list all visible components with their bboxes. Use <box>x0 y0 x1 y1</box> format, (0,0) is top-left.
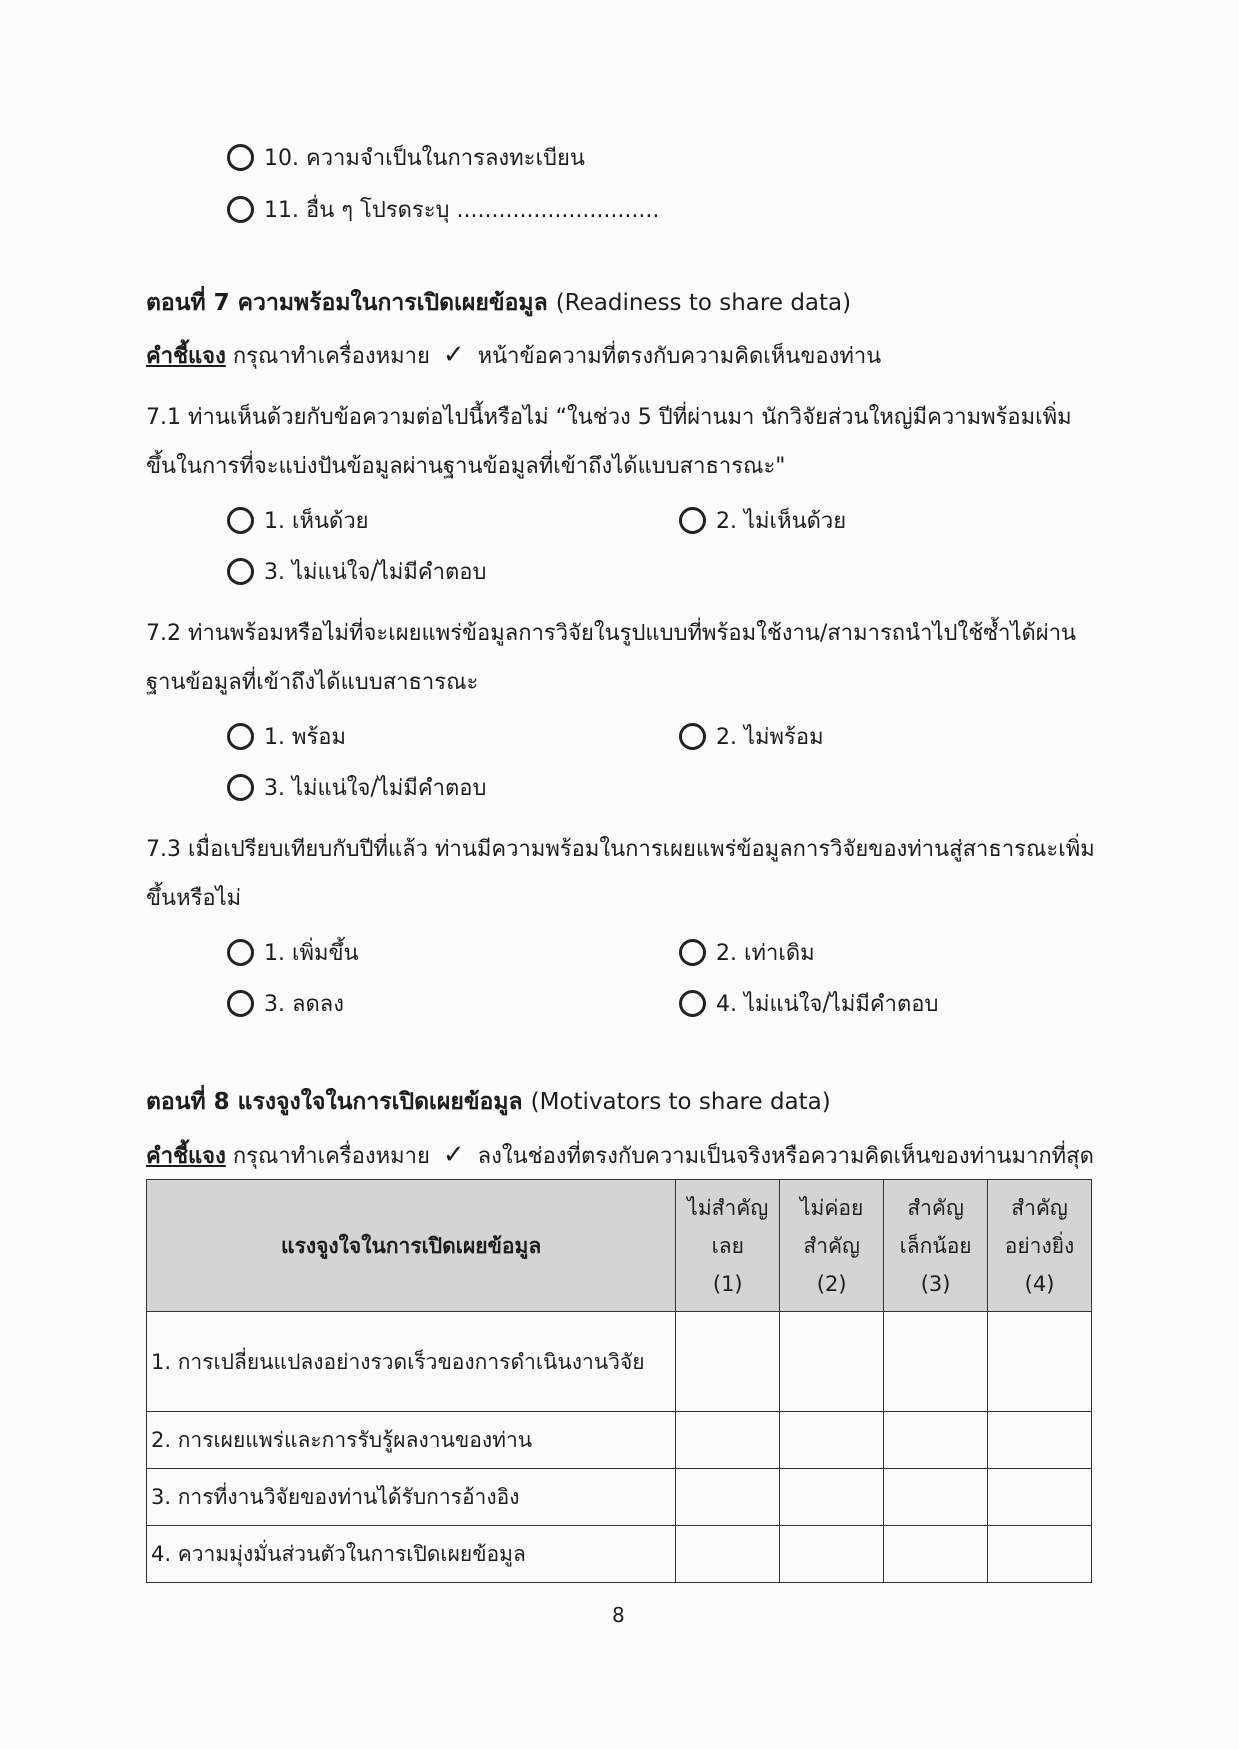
option-label: 10. ความจำเป็นในการลงทะเบียน <box>264 146 585 171</box>
header-line: เลย <box>711 1233 744 1258</box>
radio-circle-icon[interactable] <box>679 507 706 534</box>
radio-circle-icon[interactable] <box>227 990 254 1017</box>
table-row <box>147 1312 1092 1412</box>
option-label: 11. อื่น ๆ โปรดระบุ ............................. <box>264 198 660 223</box>
instruction-text-pre: กรุณาทำเครื่องหมาย <box>232 1144 430 1169</box>
instruction-text-post: ลงในช่องที่ตรงกับความเป็นจริงหรือความคิดเห็นของท่านมากที่สุด <box>477 1144 1094 1169</box>
section-7-title-en: (Readiness to share data) <box>555 290 852 316</box>
option-item[interactable] <box>679 719 824 754</box>
table-row <box>147 1412 1092 1469</box>
table-header-row <box>147 1180 1092 1312</box>
header-very-important <box>988 1180 1092 1312</box>
header-line: สำคัญ <box>907 1195 964 1220</box>
option-label: 3. ไม่แน่ใจ/ไม่มีคำตอบ <box>264 776 487 801</box>
option-item[interactable] <box>679 986 938 1021</box>
instruction-label: คำชี้แจง <box>146 344 226 369</box>
header-line: (4) <box>1024 1271 1055 1296</box>
instruction-label: คำชี้แจง <box>146 1144 226 1169</box>
section-7-heading <box>146 285 851 321</box>
rating-cell[interactable] <box>780 1312 884 1412</box>
option-item[interactable] <box>679 503 846 538</box>
rating-cell[interactable] <box>780 1412 884 1469</box>
option-item[interactable] <box>227 140 585 175</box>
page-number: 8 <box>612 1603 625 1627</box>
table-row <box>147 1469 1092 1526</box>
header-line: (2) <box>816 1271 847 1296</box>
row-label: 2. การเผยแพร่และการรับรู้ผลงานของท่าน <box>147 1412 676 1469</box>
option-label: 2. ไม่พร้อม <box>716 725 824 750</box>
option-label: 2. เท่าเดิม <box>716 941 815 966</box>
rating-cell[interactable] <box>780 1469 884 1526</box>
section-8-title: ตอนที่ 8 แรงจูงใจในการเปิดเผยข้อมูล <box>146 1089 523 1115</box>
motivators-table <box>146 1179 1092 1583</box>
radio-circle-icon[interactable] <box>227 507 254 534</box>
row-label: 4. ความมุ่งมั่นส่วนตัวในการเปิดเผยข้อมูล <box>147 1526 676 1583</box>
radio-circle-icon[interactable] <box>679 939 706 966</box>
option-label: 1. เพิ่มขึ้น <box>264 941 359 966</box>
radio-circle-icon[interactable] <box>227 558 254 585</box>
header-motivators: แรงจูงใจในการเปิดเผยข้อมูล <box>147 1180 676 1312</box>
instruction-text-post: หน้าข้อความที่ตรงกับความคิดเห็นของท่าน <box>477 344 882 369</box>
header-slightly-important <box>780 1180 884 1312</box>
question-7-3: 7.3 เมื่อเปรียบเทียบกับปีที่แล้ว ท่านมีความพร้อมในการเผยแพร่ข้อมูลการวิจัยของท่านสู่สาธารณะเพิ่มขึ้นหรือไม่ <box>146 837 1095 911</box>
rating-cell[interactable] <box>676 1412 780 1469</box>
rating-cell[interactable] <box>884 1469 988 1526</box>
checkmark-icon: ✓ <box>442 1140 465 1170</box>
option-item[interactable] <box>679 935 815 970</box>
rating-cell[interactable] <box>780 1526 884 1583</box>
option-label: 3. ลดลง <box>264 992 344 1017</box>
rating-cell[interactable] <box>988 1469 1092 1526</box>
header-line: ไม่ค่อย <box>799 1195 864 1220</box>
rating-cell[interactable] <box>884 1526 988 1583</box>
rating-cell[interactable] <box>884 1412 988 1469</box>
radio-circle-icon[interactable] <box>227 196 254 223</box>
section-7-instruction <box>146 338 881 373</box>
header-line: สำคัญ <box>1011 1195 1068 1220</box>
radio-circle-icon[interactable] <box>679 723 706 750</box>
rating-cell[interactable] <box>988 1312 1092 1412</box>
header-line: สำคัญ <box>803 1233 860 1258</box>
radio-circle-icon[interactable] <box>227 939 254 966</box>
option-label: 1. พร้อม <box>264 725 347 750</box>
radio-circle-icon[interactable] <box>227 774 254 801</box>
option-item[interactable] <box>227 935 359 970</box>
rating-cell[interactable] <box>676 1469 780 1526</box>
table-row <box>147 1526 1092 1583</box>
header-line: อย่างยิ่ง <box>1004 1233 1075 1258</box>
option-item[interactable] <box>227 554 486 589</box>
radio-circle-icon[interactable] <box>227 144 254 171</box>
section-7-title: ตอนที่ 7 ความพร้อมในการเปิดเผยข้อมูล <box>146 290 548 316</box>
rating-cell[interactable] <box>884 1312 988 1412</box>
option-item[interactable] <box>227 192 659 227</box>
row-label: 1. การเปลี่ยนแปลงอย่างรวดเร็วของการดำเนินงานวิจัย <box>147 1312 676 1412</box>
option-item[interactable] <box>227 719 346 754</box>
header-line: (1) <box>712 1271 743 1296</box>
header-not-important <box>676 1180 780 1312</box>
rating-cell[interactable] <box>676 1526 780 1583</box>
option-item[interactable] <box>227 770 486 805</box>
rating-cell[interactable] <box>676 1312 780 1412</box>
header-line: ไม่สำคัญ <box>687 1195 769 1220</box>
instruction-text-pre: กรุณาทำเครื่องหมาย <box>232 344 430 369</box>
radio-circle-icon[interactable] <box>227 723 254 750</box>
section-8-heading <box>146 1084 831 1120</box>
header-line: เล็กน้อย <box>899 1233 972 1258</box>
rating-cell[interactable] <box>988 1412 1092 1469</box>
radio-circle-icon[interactable] <box>679 990 706 1017</box>
option-label: 3. ไม่แน่ใจ/ไม่มีคำตอบ <box>264 560 487 585</box>
section-8-instruction <box>146 1138 1094 1173</box>
option-label: 4. ไม่แน่ใจ/ไม่มีคำตอบ <box>716 992 939 1017</box>
header-moderately-important <box>884 1180 988 1312</box>
option-label: 1. เห็นด้วย <box>264 509 369 534</box>
option-item[interactable] <box>227 986 344 1021</box>
row-label: 3. การที่งานวิจัยของท่านได้รับการอ้างอิง <box>147 1469 676 1526</box>
option-label: 2. ไม่เห็นด้วย <box>716 509 847 534</box>
question-7-2: 7.2 ท่านพร้อมหรือไม่ที่จะเผยแพร่ข้อมูลการวิจัยในรูปแบบที่พร้อมใช้งาน/สามารถนำไปใช้ซ้ำได้ผ่านฐานข้อมูลที่เข้าถึงได้แบบสาธารณะ <box>146 621 1077 695</box>
section-8-title-en: (Motivators to share data) <box>530 1089 831 1115</box>
option-item[interactable] <box>227 503 369 538</box>
rating-cell[interactable] <box>988 1526 1092 1583</box>
header-line: (3) <box>920 1271 951 1296</box>
question-7-1: 7.1 ท่านเห็นด้วยกับข้อความต่อไปนี้หรือไม่ “ในช่วง 5 ปีที่ผ่านมา นักวิจัยส่วนใหญ่มีความพร้อมเพิ่มขึ้นในการที่จะแบ่งปันข้อมูลผ่านฐานข้อมูลที่เข้าถึงได้แบบสาธารณะ" <box>146 405 1072 479</box>
checkmark-icon: ✓ <box>442 340 465 370</box>
